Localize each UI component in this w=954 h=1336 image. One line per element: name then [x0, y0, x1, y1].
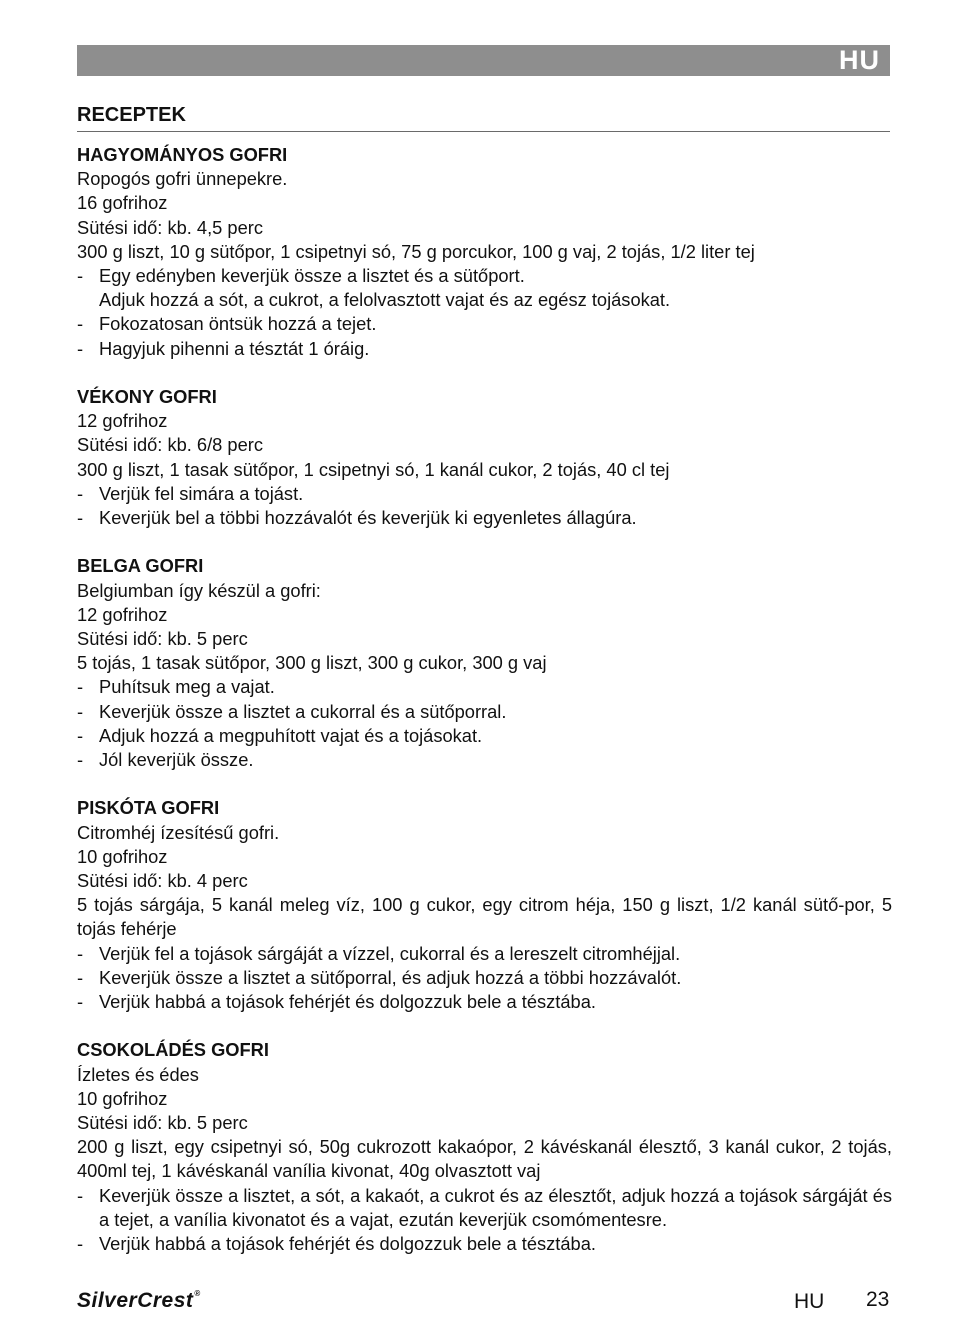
- registered-mark: ®: [194, 1289, 201, 1298]
- step-text: Jól keverjük össze.: [99, 749, 254, 771]
- recipe-hagyomanyos: [77, 143, 892, 361]
- footer-language-code: HU: [794, 1290, 825, 1313]
- step-text: Adjuk hozzá a megpuhított vajat és a tojásokat.: [99, 724, 483, 746]
- recipe-title: BELGA GOFRI: [77, 555, 204, 577]
- language-code: HU: [839, 45, 880, 75]
- recipe-steps: [77, 482, 892, 530]
- page-number: 23: [866, 1288, 890, 1311]
- recipe-servings: 10 gofrihoz: [77, 1087, 168, 1109]
- recipe-steps: [77, 675, 892, 772]
- step-text: Verjük fel a tojások sárgáját a vízzel, cukorral és a lereszelt citromhéjjal.: [99, 942, 681, 964]
- recipe-bake-time: Sütési idő: kb. 4,5 perc: [77, 216, 263, 238]
- recipe-csokolades: [77, 1038, 892, 1256]
- recipe-ingredients: 5 tojás, 1 tasak sütőpor, 300 g liszt, 300 g cukor, 300 g vaj: [77, 652, 547, 674]
- recipe-servings: 12 gofrihoz: [77, 410, 168, 432]
- recipe-servings: 16 gofrihoz: [77, 192, 168, 214]
- step-text: Keverjük bel a többi hozzávalót és keverjük ki egyenletes állagúra.: [99, 507, 637, 529]
- recipe-title: VÉKONY GOFRI: [77, 386, 217, 408]
- recipe-step: [77, 1232, 892, 1256]
- recipe-step: [77, 990, 892, 1014]
- recipe-bake-time: Sütési idő: kb. 5 perc: [77, 628, 248, 650]
- list-dash: -: [77, 507, 84, 529]
- recipe-step: [77, 675, 892, 699]
- recipe-bake-time: Sütési idő: kb. 6/8 perc: [77, 434, 263, 456]
- recipe-servings: 12 gofrihoz: [77, 603, 168, 625]
- recipe-ingredients: 300 g liszt, 1 tasak sütőpor, 1 csipetnyi só, 1 kanál cukor, 2 tojás, 40 cl tej: [77, 458, 670, 480]
- list-dash: -: [77, 724, 84, 746]
- section-title: RECEPTEK: [77, 104, 186, 126]
- recipe-steps: [77, 942, 892, 1015]
- recipe-steps: [77, 264, 892, 361]
- recipe-vekony: [77, 385, 892, 530]
- step-text: Verjük fel simára a tojást.: [99, 482, 304, 504]
- language-header-bar: [77, 45, 890, 76]
- recipe-title: HAGYOMÁNYOS GOFRI: [77, 144, 288, 165]
- step-text: Keverjük össze a lisztet, a sót, a kakaót, a cukrot és az élesztőt, adjuk hozzá a tojások sárgáját és a tejet, a vanília kivonatot és a vajat, ezután keverjük csomómentesre.: [99, 1184, 892, 1230]
- recipe-step: [77, 748, 892, 772]
- step-text: Keverjük össze a lisztet a cukorral és a sütőporral.: [99, 700, 507, 722]
- recipe-description: Belgiumban így készül a gofri:: [77, 579, 321, 601]
- recipe-ingredients: 300 g liszt, 10 g sütőpor, 1 csipetnyi só, 75 g porcukor, 100 g vaj, 2 tojás, 1/2 liter tej: [77, 240, 755, 262]
- recipe-step: [77, 337, 892, 361]
- list-dash: -: [77, 337, 84, 359]
- recipe-piskota: [77, 796, 892, 1014]
- section-divider: [77, 131, 890, 132]
- step-text: Puhítsuk meg a vajat.: [99, 676, 275, 698]
- recipe-steps: [77, 1184, 892, 1257]
- list-dash: -: [77, 966, 84, 988]
- recipe-servings: 10 gofrihoz: [77, 845, 168, 867]
- recipe-step: [77, 966, 892, 990]
- recipes-content: [77, 143, 892, 1256]
- list-dash: -: [77, 991, 84, 1013]
- recipe-bake-time: Sütési idő: kb. 4 perc: [77, 870, 248, 892]
- step-text: Verjük habbá a tojások fehérjét és dolgozzuk bele a tésztába.: [99, 1233, 596, 1255]
- step-text: Fokozatosan öntsük hozzá a tejet.: [99, 313, 377, 335]
- list-dash: -: [77, 749, 84, 771]
- brand-name: SilverCrest: [77, 1289, 194, 1312]
- step-text-continuation: Adjuk hozzá a sót, a cukrot, a felolvasztott vajat és az egész tojásokat.: [99, 289, 671, 311]
- list-dash: -: [77, 676, 84, 698]
- list-dash: -: [77, 1233, 84, 1255]
- recipe-step: [77, 506, 892, 530]
- recipe-description: Citromhéj ízesítésű gofri.: [77, 821, 280, 843]
- recipe-belga: [77, 554, 892, 772]
- list-dash: -: [77, 313, 84, 335]
- recipe-step: [77, 724, 892, 748]
- recipe-title: PISKÓTA GOFRI: [77, 797, 220, 819]
- recipe-step: [77, 482, 892, 506]
- recipe-description: Ízletes és édes: [77, 1063, 199, 1085]
- recipe-description: Ropogós gofri ünnepekre.: [77, 168, 288, 190]
- list-dash: -: [77, 942, 84, 964]
- recipe-step: [77, 1184, 892, 1232]
- list-dash: -: [77, 1184, 84, 1206]
- recipe-step: [77, 942, 892, 966]
- recipe-step: [77, 312, 892, 336]
- step-text: Egy edényben keverjük össze a lisztet és a sütőport.: [99, 265, 525, 287]
- step-text: Verjük habbá a tojások fehérjét és dolgozzuk bele a tésztába.: [99, 991, 596, 1013]
- list-dash: -: [77, 700, 84, 722]
- recipe-ingredients: 200 g liszt, egy csipetnyi só, 50g cukrozott kakaópor, 2 kávéskanál élesztő, 3 kanál cukor, 2 tojás, 400ml tej, 1 kávéskanál vanília kivonat, 40g olvasztott vaj: [77, 1136, 892, 1182]
- recipe-ingredients: 5 tojás sárgája, 5 kanál meleg víz, 100 g cukor, egy citrom héja, 150 g liszt, 1/2 kanál sütő-por, 5 tojás fehérje: [77, 894, 892, 940]
- recipe-bake-time: Sütési idő: kb. 5 perc: [77, 1112, 248, 1134]
- list-dash: -: [77, 265, 84, 287]
- brand-logo: [77, 1289, 201, 1313]
- recipe-step: [77, 700, 892, 724]
- step-text: Hagyjuk pihenni a tésztát 1 óráig.: [99, 337, 370, 359]
- recipe-title: CSOKOLÁDÉS GOFRI: [77, 1039, 269, 1061]
- recipe-step: [77, 264, 892, 312]
- list-dash: -: [77, 482, 84, 504]
- step-text: Keverjük össze a lisztet a sütőporral, és adjuk hozzá a többi hozzávalót.: [99, 966, 682, 988]
